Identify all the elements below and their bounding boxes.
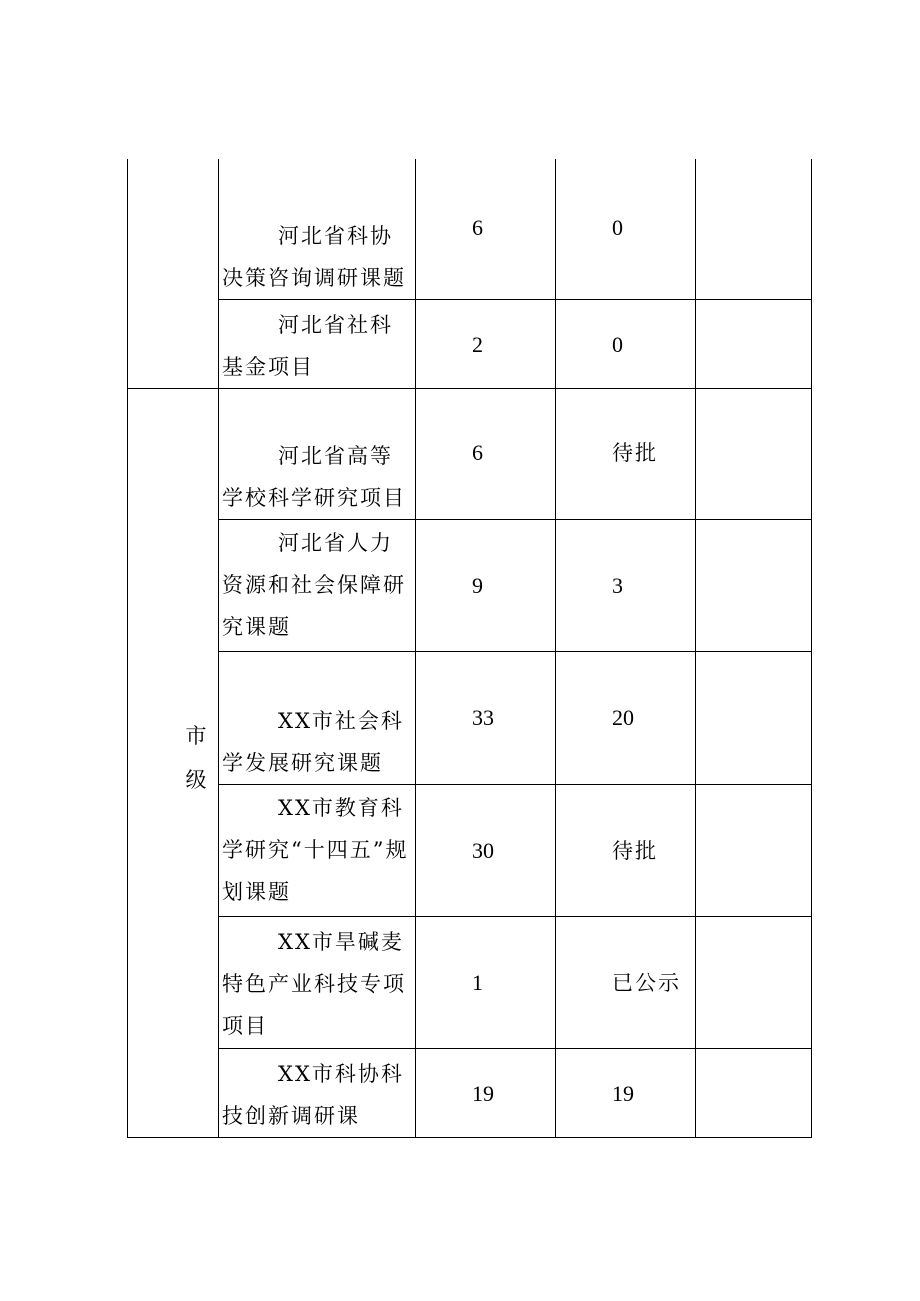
approved-value: 3 (612, 573, 623, 598)
approved-value: 待批 (612, 441, 658, 465)
project-name-cell (219, 389, 416, 520)
project-name: XX市教育科学研究“十四五”规划课题 (222, 796, 409, 904)
note-cell (696, 785, 812, 917)
count-value: 9 (472, 573, 483, 598)
note-cell (696, 520, 812, 652)
count-cell (416, 159, 556, 300)
project-name: XX市社会科学发展研究课题 (222, 709, 404, 775)
count-cell (416, 1049, 556, 1138)
count-cell (416, 389, 556, 520)
approved-value: 已公示 (612, 971, 681, 995)
note-cell (696, 917, 812, 1049)
project-table (127, 159, 812, 1138)
table-row (128, 1049, 812, 1138)
count-cell (416, 652, 556, 785)
project-name: XX市旱碱麦特色产业科技专项项目 (222, 930, 406, 1038)
count-cell (416, 785, 556, 917)
project-name: 河北省人力资源和社会保障研究课题 (222, 531, 406, 639)
project-name: 河北省社科基金项目 (222, 313, 393, 379)
project-name-cell (219, 300, 416, 389)
count-value: 19 (472, 1081, 494, 1106)
approved-cell (556, 520, 696, 652)
table-row (128, 520, 812, 652)
project-name-cell (219, 1049, 416, 1138)
level-cell-top (128, 159, 219, 389)
approved-cell (556, 785, 696, 917)
approved-value: 0 (612, 215, 623, 240)
count-cell (416, 520, 556, 652)
count-value: 30 (472, 838, 494, 863)
count-value: 1 (472, 970, 483, 995)
project-name: 河北省高等学校科学研究项目 (222, 444, 406, 510)
table-row (128, 785, 812, 917)
level-label: 市级 (185, 724, 207, 792)
note-cell (696, 389, 812, 520)
table-row (128, 652, 812, 785)
approved-value: 0 (612, 332, 623, 357)
approved-cell (556, 652, 696, 785)
count-cell (416, 300, 556, 389)
approved-value: 19 (612, 1081, 634, 1106)
note-cell (696, 1049, 812, 1138)
approved-value: 20 (612, 705, 634, 730)
project-name-cell (219, 159, 416, 300)
table-row (128, 300, 812, 389)
approved-cell (556, 917, 696, 1049)
count-value: 6 (472, 215, 483, 240)
project-name-cell (219, 652, 416, 785)
table-row (128, 159, 812, 300)
approved-cell (556, 159, 696, 300)
note-cell (696, 159, 812, 300)
note-cell (696, 652, 812, 785)
count-cell (416, 917, 556, 1049)
project-name-cell (219, 520, 416, 652)
count-value: 6 (472, 440, 483, 465)
approved-cell (556, 1049, 696, 1138)
note-cell (696, 300, 812, 389)
project-name-cell (219, 917, 416, 1049)
table-row (128, 389, 812, 520)
count-value: 33 (472, 705, 494, 730)
table-row (128, 917, 812, 1049)
project-name: 河北省科协决策咨询调研课题 (222, 224, 406, 290)
approved-value: 待批 (612, 839, 658, 863)
project-name: XX市科协科技创新调研课 (222, 1062, 404, 1128)
approved-cell (556, 389, 696, 520)
count-value: 2 (472, 332, 483, 357)
approved-cell (556, 300, 696, 389)
project-name-cell (219, 785, 416, 917)
